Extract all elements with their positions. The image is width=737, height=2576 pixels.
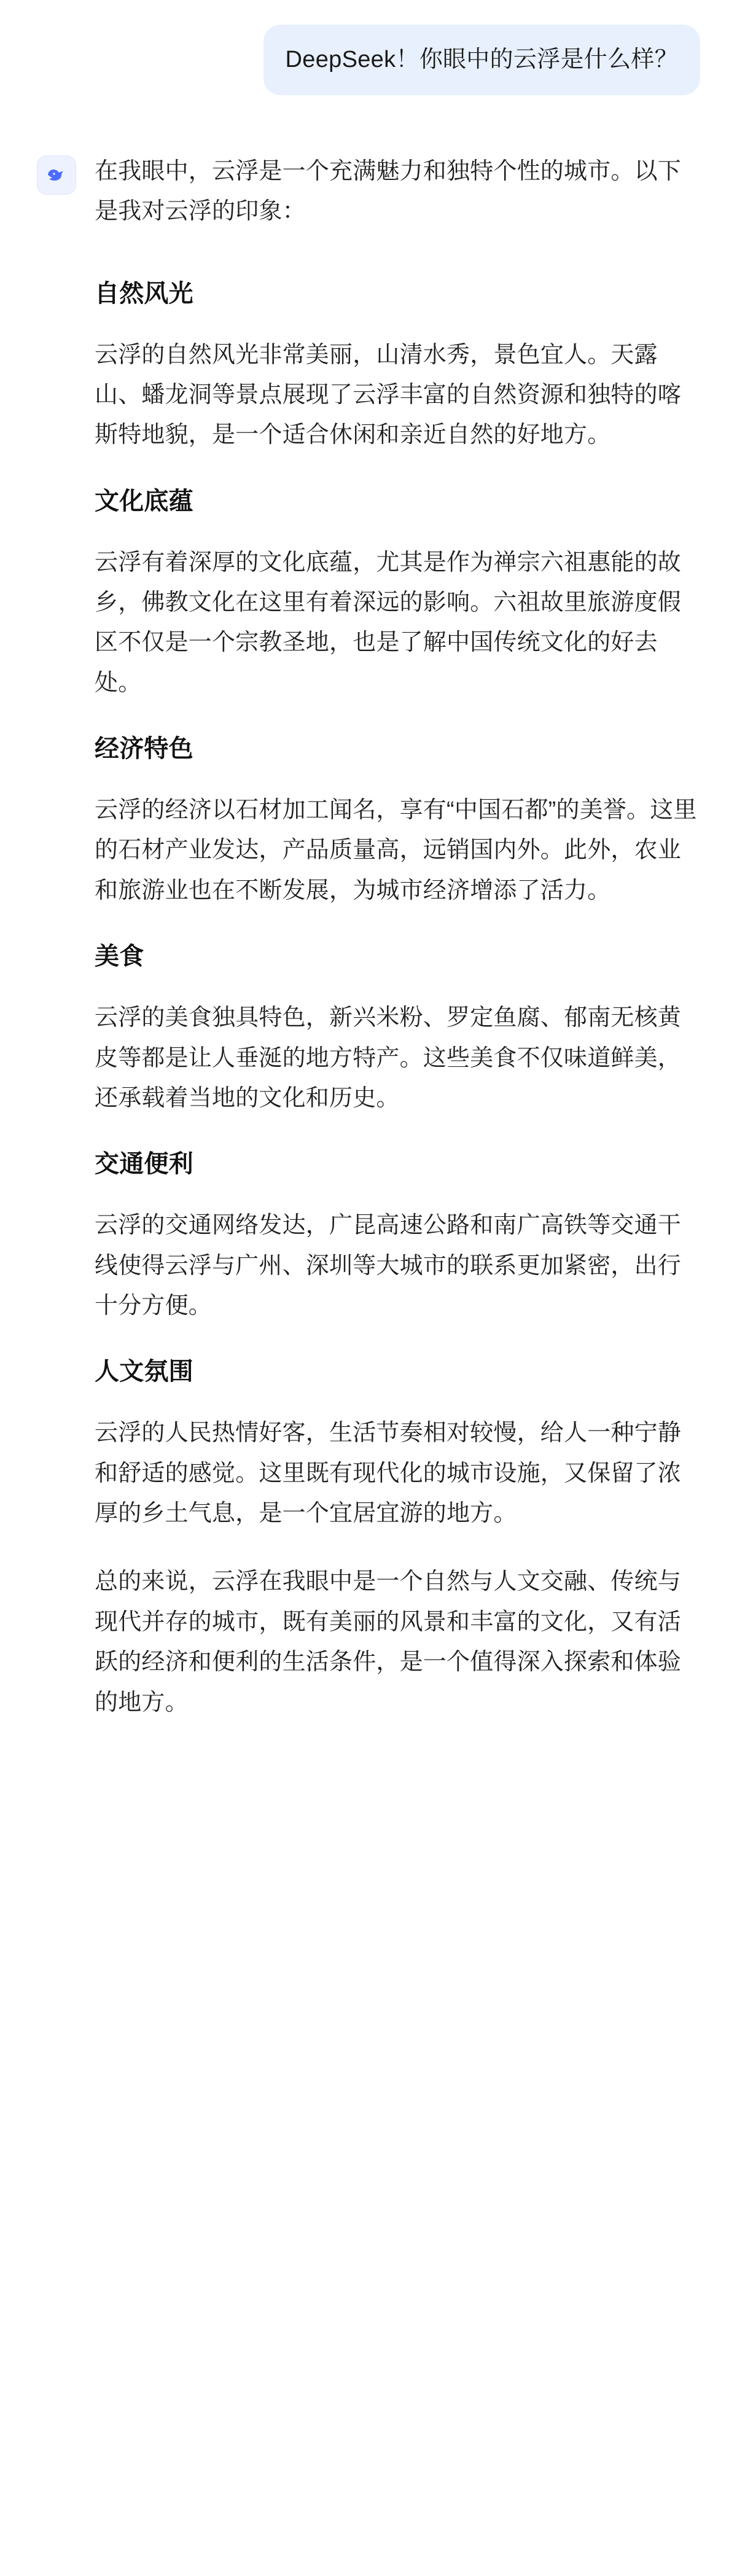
section-body: 云浮的交通网络发达，广昆高速公路和南广高铁等交通干线使得云浮与广州、深圳等大城市的联系更加紧密，出行十分方便。 (95, 1212, 682, 1319)
section-heading: 美食 (95, 943, 144, 970)
user-message-row (37, 25, 700, 95)
section-heading: 自然风光 (95, 279, 193, 307)
assistant-message-row (37, 152, 700, 1751)
section-heading: 人文氛围 (95, 1358, 193, 1386)
assistant-message-content (95, 152, 700, 1751)
section-heading: 交通便利 (95, 1150, 193, 1178)
section-culture (95, 484, 700, 703)
section-heading: 文化底蕴 (95, 487, 193, 515)
section-natural-scenery (95, 276, 700, 456)
assistant-intro-paragraph: 在我眼中，云浮是一个充满魅力和独特个性的城市。以下是我对云浮的印象： (95, 158, 682, 225)
section-body: 云浮的自然风光非常美丽，山清水秀，景色宜人。天露山、蟠龙洞等景点展现了云浮丰富的自然资源和独特的喀斯特地貌，是一个适合休闲和亲近自然的好地方。 (95, 342, 682, 448)
section-transportation (95, 1147, 700, 1326)
section-heading: 经济特色 (95, 735, 193, 763)
section-body: 云浮的人民热情好客，生活节奏相对较慢，给人一种宁静和舒适的感觉。这里既有现代化的城市设施，又保留了浓厚的乡土气息，是一个宜居宜游的地方。 (95, 1420, 682, 1527)
section-body: 云浮有着深厚的文化底蕴，尤其是作为禅宗六祖惠能的故乡，佛教文化在这里有着深远的影响。六祖故里旅游度假区不仅是一个宗教圣地，也是了解中国传统文化的好去处。 (95, 549, 682, 696)
user-message-bubble: DeepSeek！你眼中的云浮是什么样？ (263, 25, 700, 95)
section-humanistic-atmosphere (95, 1354, 700, 1534)
deepseek-whale-icon (37, 155, 76, 195)
section-body: 云浮的美食独具特色，新兴米粉、罗定鱼腐、郁南无核黄皮等都是让人垂涎的地方特产。这些美食不仅味道鲜美，还承载着当地的文化和历史。 (95, 1005, 682, 1111)
section-body: 云浮的经济以石材加工闻名，享有“中国石都”的美誉。这里的石材产业发达，产品质量高，远销国内外。此外，农业和旅游业也在不断发展，为城市经济增添了活力。 (95, 797, 697, 904)
section-economy (95, 732, 700, 911)
assistant-closing-paragraph: 总的来说，云浮在我眼中是一个自然与人文交融、传统与现代并存的城市，既有美丽的风景和丰富的文化，又有活跃的经济和便利的生活条件，是一个值得深入探索和体验的地方。 (95, 1569, 682, 1715)
section-cuisine (95, 939, 700, 1118)
